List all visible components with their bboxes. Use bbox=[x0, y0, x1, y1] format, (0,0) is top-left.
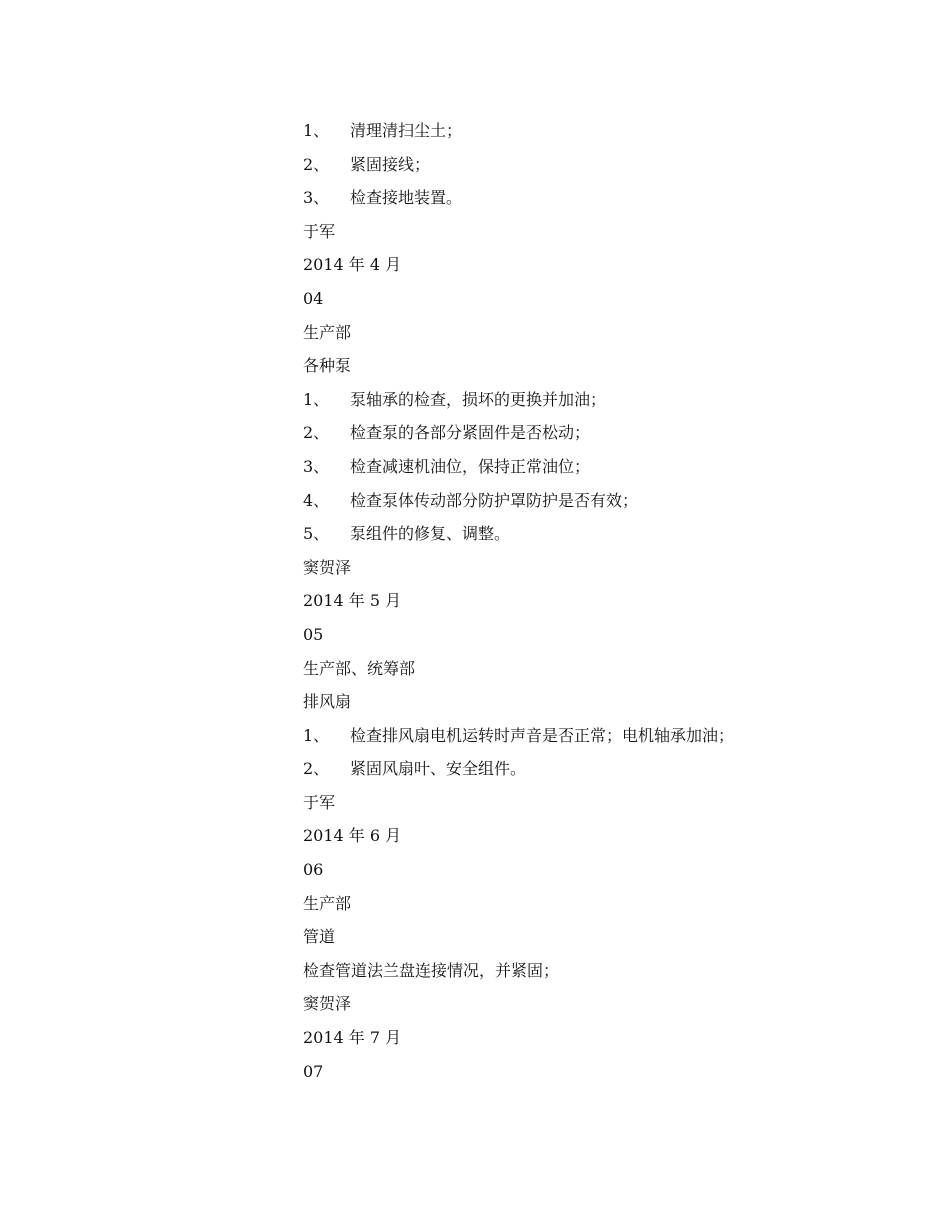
item-number: 05 bbox=[303, 624, 324, 644]
department-text: 生产部 bbox=[303, 893, 352, 913]
date-text: 2014 年 7 月 bbox=[303, 1028, 402, 1048]
task-text: 检查管道法兰盘连接情况，并紧固； bbox=[303, 960, 560, 980]
list-text: 泵轴承的检查，损坏的更换并加油； bbox=[350, 389, 607, 409]
list-number: 4、 bbox=[303, 490, 330, 510]
list-text: 检查减速机油位，保持正常油位； bbox=[350, 456, 591, 476]
document-body bbox=[303, 114, 863, 1088]
list-number: 3、 bbox=[303, 456, 330, 476]
list-number: 2、 bbox=[303, 759, 330, 779]
equipment-name: 排风扇 bbox=[303, 692, 352, 712]
list-number: 2、 bbox=[303, 154, 330, 174]
list-item bbox=[303, 719, 863, 753]
list-text: 紧固接线； bbox=[350, 154, 431, 174]
list-text: 检查泵体传动部分防护罩防护是否有效； bbox=[350, 490, 639, 510]
date-text: 2014 年 6 月 bbox=[303, 826, 402, 846]
list-text: 清理清扫尘土； bbox=[350, 121, 463, 140]
item-number: 04 bbox=[303, 288, 324, 308]
list-item bbox=[303, 416, 863, 450]
list-text: 检查泵的各部分紧固件是否松动； bbox=[350, 423, 591, 443]
list-item bbox=[303, 181, 863, 215]
list-number: 1、 bbox=[303, 121, 330, 140]
list-text: 紧固风扇叶、安全组件。 bbox=[350, 759, 527, 779]
list-item bbox=[303, 148, 863, 182]
list-item bbox=[303, 114, 863, 148]
equipment-name: 各种泵 bbox=[303, 356, 352, 376]
responsible-person: 窦贺泽 bbox=[303, 994, 352, 1014]
item-number: 07 bbox=[303, 1061, 324, 1081]
list-item bbox=[303, 484, 863, 518]
item-number: 06 bbox=[303, 860, 324, 880]
list-item bbox=[303, 450, 863, 484]
list-item bbox=[303, 752, 863, 786]
list-text: 检查排风扇电机运转时声音是否正常；电机轴承加油； bbox=[350, 725, 735, 745]
responsible-person: 于军 bbox=[303, 221, 336, 241]
responsible-person: 窦贺泽 bbox=[303, 557, 352, 577]
list-number: 1、 bbox=[303, 389, 330, 409]
list-item bbox=[303, 517, 863, 551]
list-number: 5、 bbox=[303, 524, 330, 544]
date-text: 2014 年 5 月 bbox=[303, 591, 402, 611]
department-text: 生产部、统筹部 bbox=[303, 658, 416, 678]
equipment-name: 管道 bbox=[303, 927, 336, 947]
list-number: 2、 bbox=[303, 423, 330, 443]
list-number: 1、 bbox=[303, 725, 330, 745]
list-text: 检查接地装置。 bbox=[350, 188, 463, 208]
responsible-person: 于军 bbox=[303, 792, 336, 812]
department-text: 生产部 bbox=[303, 322, 352, 342]
list-text: 泵组件的修复、调整。 bbox=[350, 524, 511, 544]
date-text: 2014 年 4 月 bbox=[303, 255, 402, 275]
list-item bbox=[303, 383, 863, 417]
list-number: 3、 bbox=[303, 188, 330, 208]
